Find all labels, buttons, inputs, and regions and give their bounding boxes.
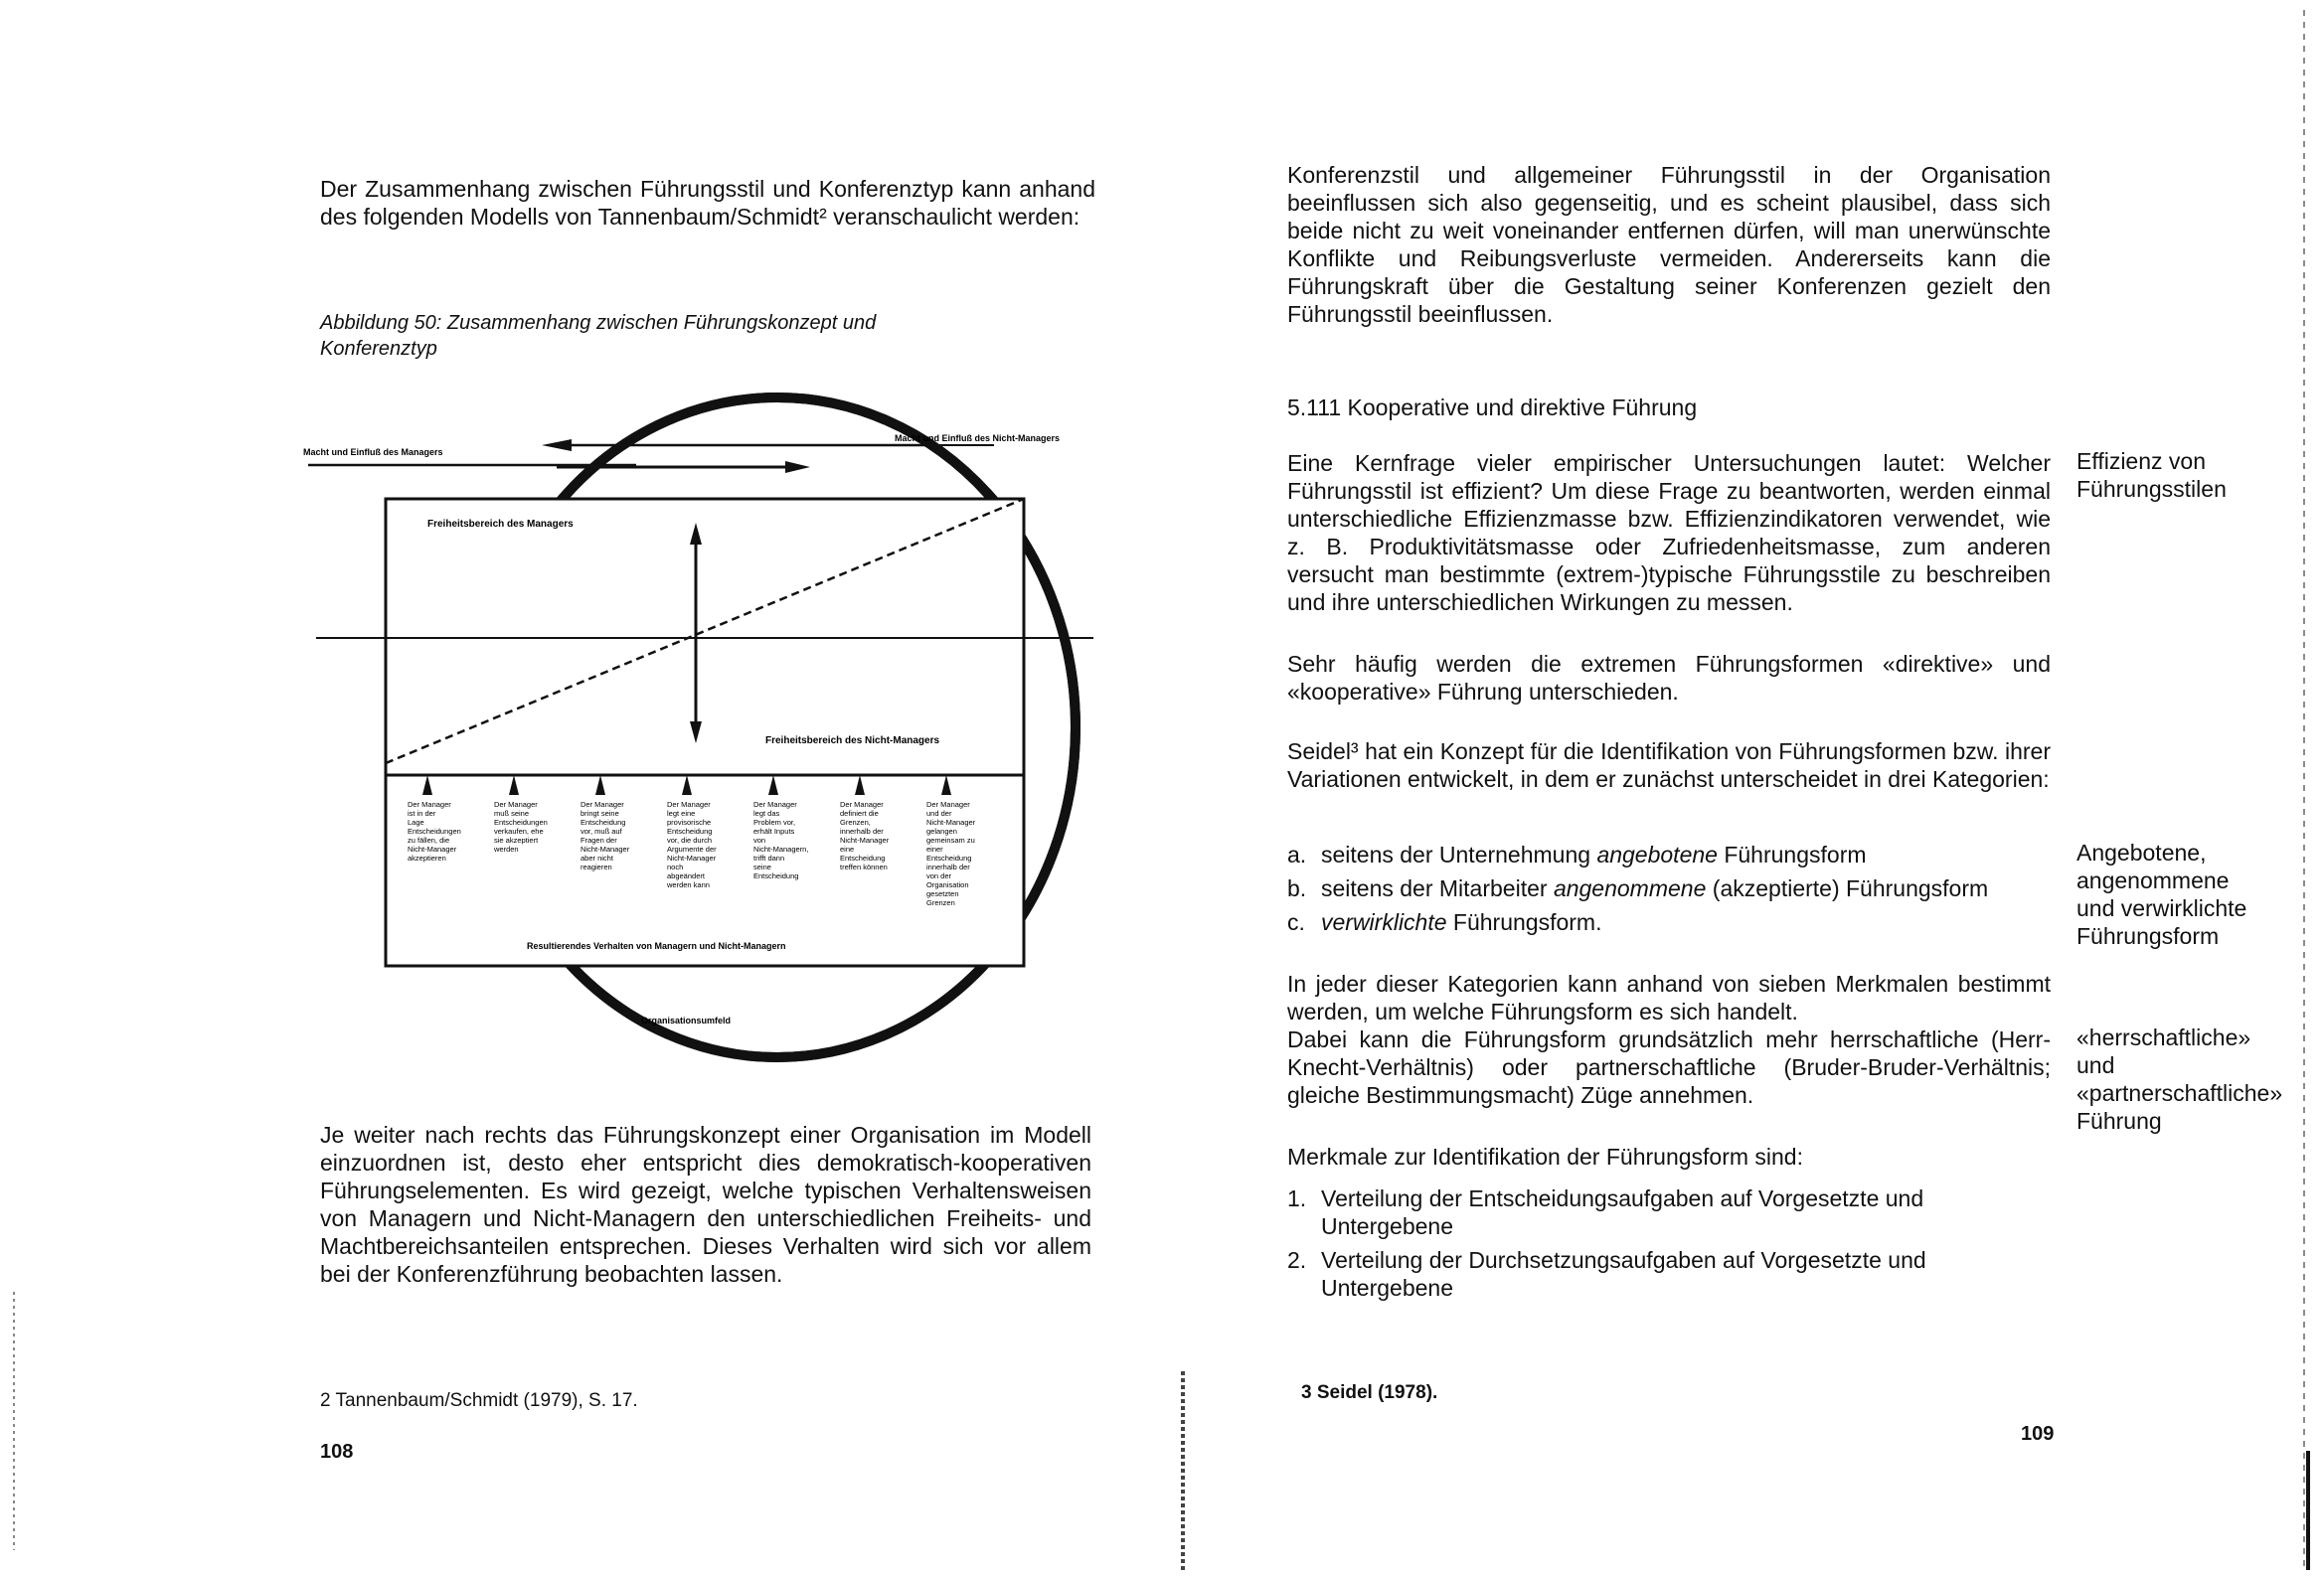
left-intro-paragraph: Der Zusammenhang zwischen Führungsstil und Konferenztyp kann anhand des folgenden Modells von Tannenbaum/Schmidt² veranschaulicht werden: (320, 176, 1095, 230)
list-marker: b. (1287, 875, 1307, 901)
section-heading: 5.111 Kooperative und direktive Führung (1287, 394, 1698, 420)
right-page (1162, 0, 2324, 1577)
column-text: Der Manager und der Nicht-Manager gelangen gemeinsam zu einer Entscheidung innerhalb der von der Organisation gesetzten Grenzen (926, 800, 976, 907)
page-number-left: 108 (320, 1441, 354, 1463)
paragraph-seidel: Seidel³ hat ein Konzept für die Identifikation von Führungsformen bzw. ihrer Variationen entwickelt, in dem er zunächst unterscheidet in drei Kategorien: (1287, 738, 2051, 792)
right-footnote: 3 Seidel (1978). (1301, 1382, 1438, 1403)
center-binding-edge (1173, 0, 1193, 1577)
left-footnote: 2 Tannenbaum/Schmidt (1979), S. 17. (320, 1390, 638, 1411)
list-marker: 2. (1287, 1247, 1307, 1273)
tannenbaum-schmidt-diagram (298, 388, 1113, 1073)
list-marker: c. (1287, 909, 1305, 935)
label-power-manager: Macht und Einfluß des Managers (303, 447, 443, 457)
paragraph-sieben-merkmale: In jeder dieser Kategorien kann anhand von sieben Merkmalen bestimmt werden, um welche Führungsform es sich handelt. (1287, 971, 2051, 1025)
list-marker: a. (1287, 842, 1307, 867)
list-item-pre: seitens der Unternehmung (1321, 842, 1597, 867)
list-item (1287, 908, 2051, 936)
right-binding-edge (2286, 0, 2316, 1577)
paragraph-extreme-forms: Sehr häufig werden die extremen Führungsformen «direktive» und «kooperative» Führung unterschieden. (1287, 651, 2051, 705)
column-text: Der Manager legt das Problem vor, erhält Inputs von Nicht-Managern, trifft dann seine Entscheidung (753, 800, 809, 880)
page-number-right: 109 (2021, 1423, 2055, 1445)
list-item (1287, 1246, 2051, 1302)
paragraph-herrschaftlich: Dabei kann die Führungsform grundsätzlich mehr herrschaftliche (Herr-Knecht-Verhältnis) oder partnerschaftliche (Bruder-Bruder-Verhältnis; gleiche Bestimmungsmacht) Züge annehmen. (1287, 1026, 2051, 1108)
list-item-post: Führungsform (1717, 842, 1867, 867)
paragraph-kernfrage: Eine Kernfrage vieler empirischer Untersuchungen lautet: Welcher Führungsstil ist effizient? Um diese Frage zu beantworten, werden einmal unterschiedliche Effizienzmasse bzw. Effizienzindikatoren verwendet, wie z. B. Produktivitätsmasse oder Zufriedenheitsmasse, zum anderen versucht man bestimmte (extrem-)typische Führungsstile zu beschreiben und ihre unterschiedlichen Wirkungen zu messen. (1287, 450, 2051, 615)
column-text: Der Manager bringt seine Entscheidung vor, muß auf Fragen der Nicht-Manager aber nicht reagieren (581, 800, 630, 871)
label-manager-area: Freiheitsbereich des Managers (427, 519, 574, 530)
list-item-em: angenommene (1553, 875, 1707, 901)
margin-note-herrschaftlich: «herrschaftliche» und «partnerschaftliche» Führung (2076, 1025, 2283, 1134)
right-intro-paragraph: Konferenzstil und allgemeiner Führungsstil in der Organisation beeinflussen sich also gegenseitig, und es scheint plausibel, dass sich beide nicht zu weit voneinander entfernen dürfen, will man unerwünschte Konflikte und Reibungsverluste vermeiden. Andererseits kann die Führungskraft über die Gestaltung seiner Konferenzen gezielt den Führungsstil beeinflussen. (1287, 162, 2051, 327)
list-item-text: Verteilung der Durchsetzungsaufgaben auf Vorgesetzte und Untergebene (1321, 1247, 1926, 1301)
label-organisation-environment: Organisationsumfeld (641, 1016, 732, 1025)
label-resulting-behaviour: Resultierendes Verhalten von Managern und Nicht-Managern (527, 941, 786, 951)
list-item-post: (akzeptierte) Führungsform (1706, 875, 1989, 901)
margin-note-effizienz: Effizienz von Führungsstilen (2076, 448, 2227, 502)
label-nonmanager-area: Freiheitsbereich des Nicht-Managers (765, 735, 940, 746)
list-item (1287, 1184, 2051, 1240)
left-body-paragraph: Je weiter nach rechts das Führungskonzept einer Organisation im Modell einzuordnen ist, desto eher entspricht dies demokratisch-kooperativen Führungselementen. Es wird gezeigt, welche typischen Verhaltensweisen von Managern und Nicht-Managern den unterschiedlichen Freiheits- und Machtbereichsanteilen entsprechen. Dieses Verhalten wird sich vor allem bei der Konferenzführung beobachten lassen. (320, 1122, 1091, 1287)
column-text: Der Manager definiert die Grenzen, innerhalb der Nicht-Manager eine Entscheidung treffen können (840, 800, 890, 871)
margin-note-fuehrungsform: Angebotene, angenommene und verwirklichte Führungsform (2076, 840, 2247, 949)
column-text: Der Manager muß seine Entscheidungen verkaufen, ehe sie akzeptiert werden (494, 800, 548, 854)
list-marker: 1. (1287, 1185, 1307, 1211)
category-list (1287, 841, 2051, 942)
label-power-nonmanager: Macht und Einfluß des Nicht-Managers (895, 433, 1061, 443)
list-item (1287, 874, 2051, 902)
list-item-em: verwirklichte (1321, 909, 1447, 935)
list-item-post: Führungsform. (1446, 909, 1602, 935)
list-item (1287, 841, 2051, 868)
feature-list (1287, 1184, 2051, 1308)
column-text: Der Manager ist in der Lage Entscheidungen zu fällen, die Nicht-Manager akzeptieren (408, 800, 461, 863)
figure-caption: Abbildung 50: Zusammenhang zwischen Führungskonzept und Konferenztyp (320, 312, 877, 360)
left-binding-edge (0, 0, 40, 1577)
list-item-em: angebotene (1596, 842, 1718, 867)
paragraph-merkmale-heading: Merkmale zur Identifikation der Führungsform sind: (1287, 1144, 1803, 1170)
list-item-text: Verteilung der Entscheidungsaufgaben auf Vorgesetzte und Untergebene (1321, 1185, 1924, 1239)
list-item-pre: seitens der Mitarbeiter (1321, 875, 1554, 901)
column-text: Der Manager legt eine provisorische Entscheidung vor, die durch Argumente der Nicht-Manager noch abgeändert werden kann (667, 800, 717, 889)
